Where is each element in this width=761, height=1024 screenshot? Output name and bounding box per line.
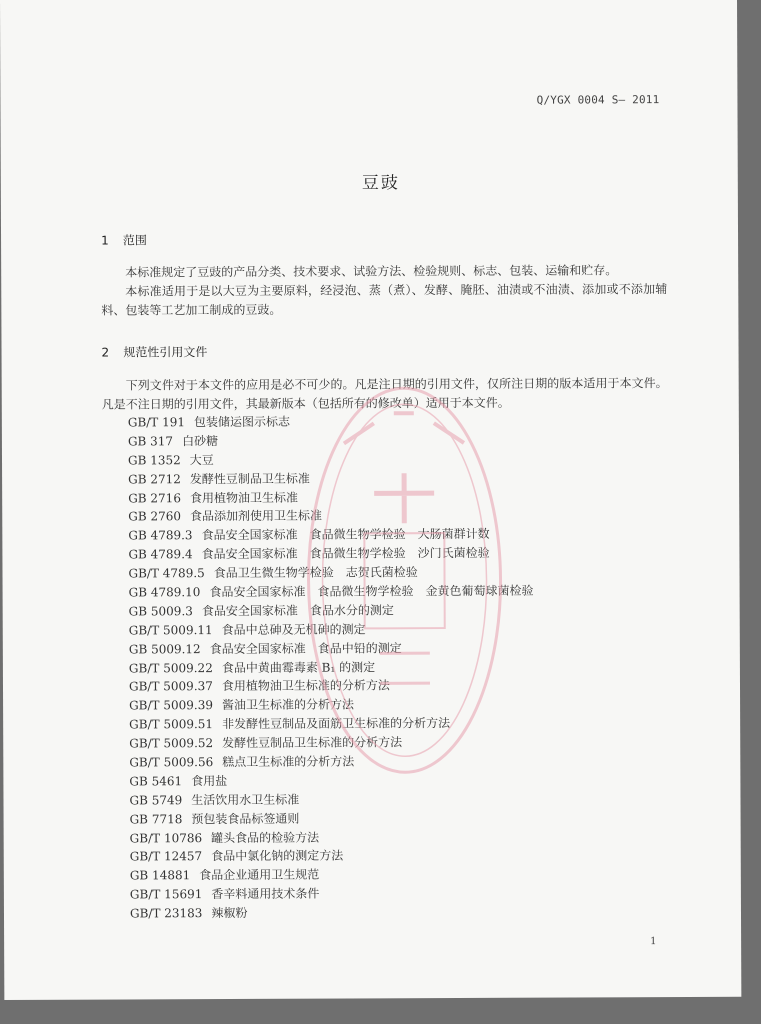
reference-item [129,771,534,792]
reference-item [130,865,535,886]
reference-title: 食用植物油卫生标准 [189,490,298,505]
reference-code: GB/T 5009.37 [128,679,213,694]
reference-title: 食品安全国家标准 食品微生物学检验 大肠菌群计数 [201,527,490,543]
reference-title: 香辛料通用技术条件 [211,886,320,902]
reference-item [130,808,535,829]
reference-code: GB/T 5009.51 [129,717,214,732]
reference-code: GB 2760 [128,509,182,524]
reference-item [129,714,534,735]
reference-title: 食品安全国家标准 食品中铅的测定 [209,640,402,656]
reference-code: GB 7718 [129,811,183,827]
reference-code: GB/T 5009.22 [128,660,213,676]
reference-title: 食品企业通用卫生规范 [199,867,320,883]
references-intro: 下列文件对于本文件的应用是必不可少的。凡是注日期的引用文件，仅所注日期的版本适用于本文件。凡是不注日期的引用文件，其最新版本（包括所有的修改单）适用于本文件。 [101,376,668,412]
reference-item [130,827,535,848]
reference-title: 发酵性豆制品卫生标准 [189,471,310,486]
section-1-title: 范围 [122,233,147,248]
reference-title: 食品中氯化钠的测定方法 [211,848,344,864]
reference-code: GB/T 191 [127,415,186,430]
reference-title: 食用植物油卫生标准的分析方法 [221,678,390,694]
reference-title: 大豆 [189,452,214,467]
reference-code: GB 4789.10 [128,585,201,600]
reference-item [128,544,533,565]
reference-title: 辣椒粉 [211,906,248,921]
reference-title: 食品安全国家标准 食品微生物学检验 金黄色葡萄球菌检验 [209,583,534,600]
reference-code: GB/T 5009.52 [129,736,214,751]
reference-code: GB/T 12457 [129,849,203,864]
reference-title: 罐头食品的检验方法 [211,830,320,845]
reference-title: 非发酵性豆制品及面筋卫生标准的分析方法 [222,716,451,732]
reference-code: GB/T 5009.11 [128,622,213,638]
reference-code: GB 5009.3 [128,604,193,619]
reference-title: 食品中总砷及无机砷的测定 [221,622,366,637]
reference-title: 预包装食品标签通则 [191,811,300,826]
reference-item [129,695,534,716]
section-2-number: 2 [101,345,110,360]
reference-code: GB 4789.4 [128,547,193,562]
reference-item [129,752,534,773]
section-2-title: 规范性引用文件 [123,345,208,360]
reference-title: 食品添加剂使用卫生标准 [189,509,323,524]
reference-code: GB 5749 [129,793,183,808]
reference-item [129,638,534,659]
section-1-number: 1 [101,233,109,248]
reference-item [128,431,533,452]
reference-item [128,563,533,584]
reference-item [128,525,533,546]
reference-code: GB 5461 [129,774,183,789]
reference-item [129,676,534,697]
reference-code: GB/T 5009.56 [129,755,214,770]
page-number: 1 [650,936,657,948]
reference-code: GB/T 15691 [129,887,203,902]
reference-title: 食品中黄曲霉毒素 B₁ 的测定 [221,659,376,675]
reference-item [128,487,533,508]
reference-item [129,619,534,640]
reference-item [128,412,533,433]
section-1-heading [101,231,147,248]
reference-item [130,903,535,924]
reference-title: 生活饮用水卫生标准 [191,792,300,807]
reference-item [130,846,535,867]
reference-code: GB/T 4789.5 [128,566,205,581]
reference-code: GB 5009.12 [128,641,201,657]
reference-code: GB 1352 [127,452,181,468]
reference-item [129,789,534,810]
section-2-heading [102,343,208,360]
reference-item [128,468,533,489]
reference-title: 食品安全国家标准 食品水分的测定 [201,603,394,619]
reference-item [128,449,533,470]
reference-code: GB 4789.3 [128,528,193,543]
reference-code: GB/T 10786 [129,830,203,846]
reference-title: 食用盐 [191,773,228,789]
reference-title: 发酵性豆制品卫生标准的分析方法 [222,735,403,751]
scope-paragraph-1: 本标准规定了豆豉的产品分类、技术要求、试验方法、检验规则、标志、包装、运输和贮存。 [125,263,618,280]
reference-item [128,506,533,527]
reference-title: 食品卫生微生物学检验 志贺氏菌检验 [213,565,418,581]
reference-code: GB/T 5009.39 [129,698,214,713]
reference-code: GB 14881 [129,868,191,883]
reference-code: GB 317 [127,434,174,449]
reference-title: 食品安全国家标准 食品微生物学检验 沙门氏菌检验 [201,546,490,562]
reference-item [129,657,534,678]
scope-paragraph-2: 本标准适用于是以大豆为主要原料，经浸泡、蒸（煮）、发酵、腌胚、油渍或不油渍、添加或不添加辅料、包装等工艺加工制成的豆豉。 [101,282,668,318]
standard-code: Q/YGX 0004 S— 2011 [536,93,660,107]
reference-code: GB 2712 [128,471,181,487]
reference-item [129,733,534,754]
reference-title: 酱油卫生标准的分析方法 [221,697,355,713]
reference-list [128,412,535,924]
reference-title: 包装储运图示标志 [193,414,291,430]
reference-item [130,884,535,905]
reference-item [129,601,534,622]
reference-item [129,582,534,603]
document-title: 豆豉 [361,173,400,194]
reference-code: GB/T 23183 [129,906,203,921]
reference-title: 糕点卫生标准的分析方法 [222,754,355,770]
reference-title: 白砂糖 [182,433,219,449]
reference-code: GB 2716 [128,490,181,506]
